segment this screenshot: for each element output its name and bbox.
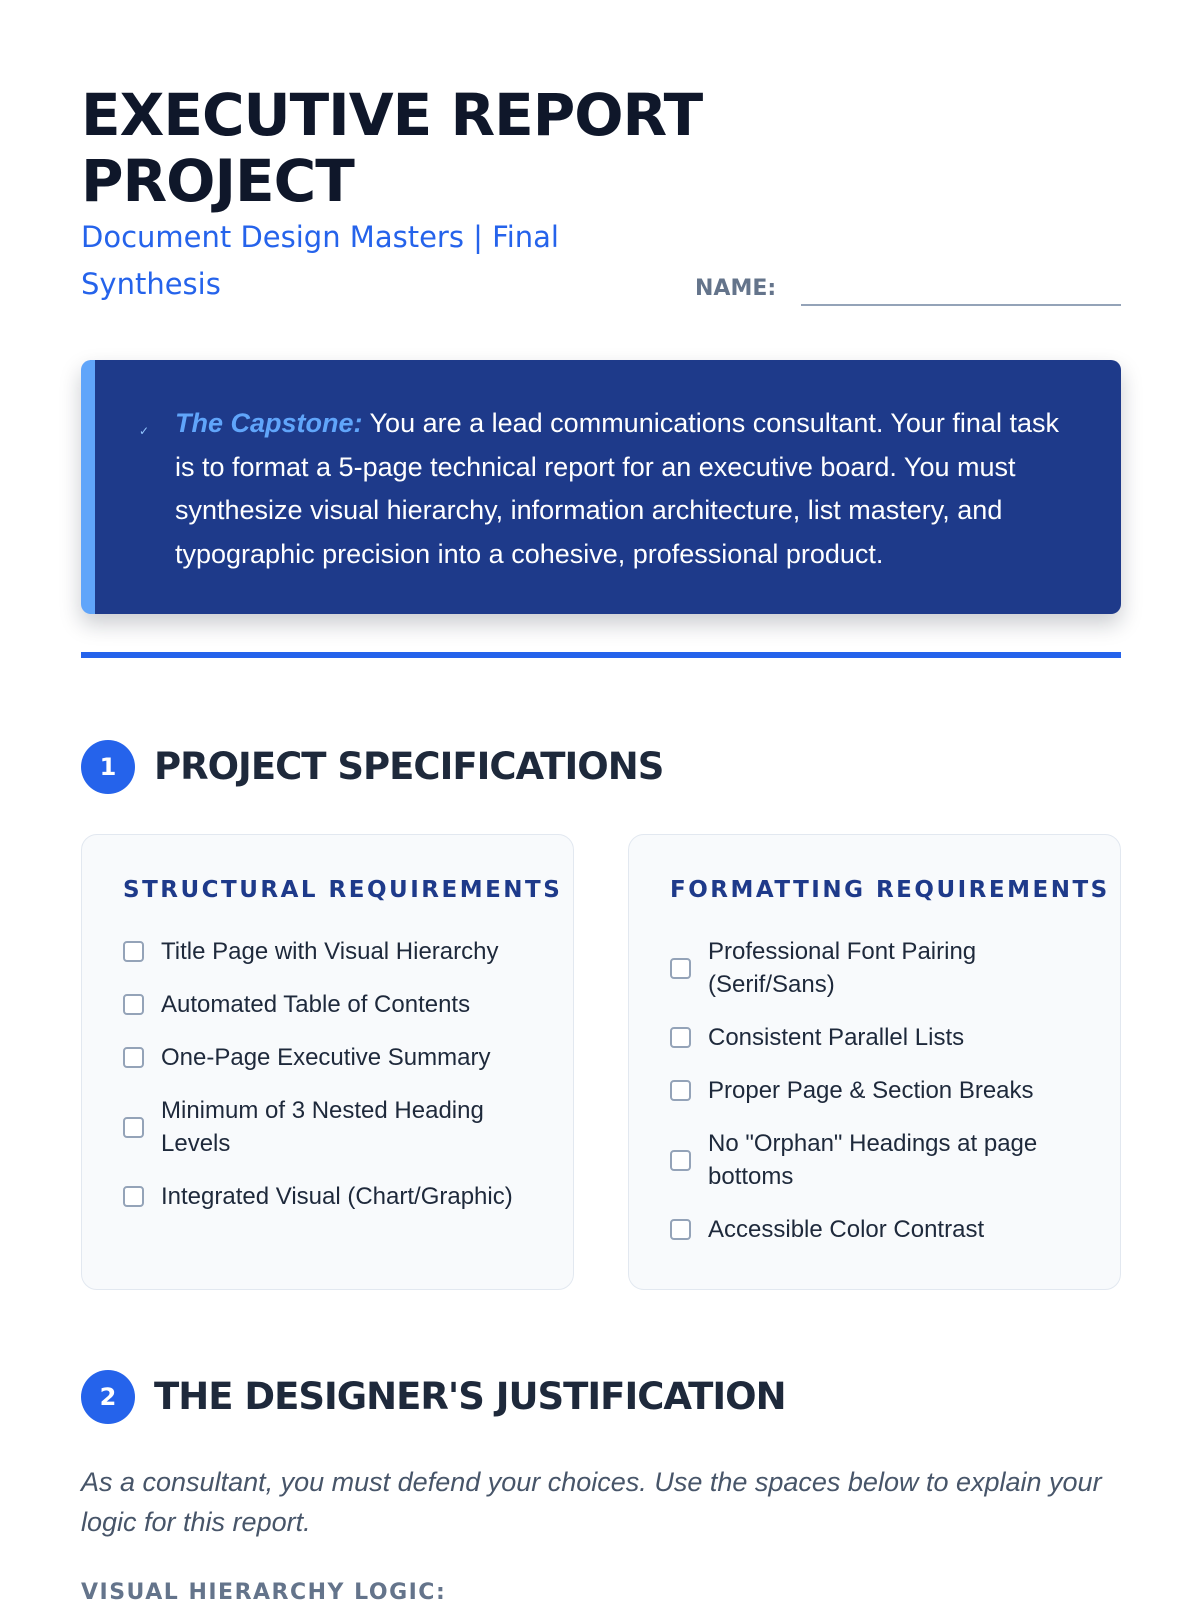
requirement-label: Integrated Visual (Chart/Graphic) [161,1183,513,1210]
list-item [670,1127,1090,1193]
card-title: STRUCTURAL REQUIREMENTS [123,877,563,903]
section-header-specifications [81,740,1121,794]
requirement-label: Title Page with Visual Hierarchy [161,938,499,965]
requirement-label: Accessible Color Contrast [708,1216,985,1243]
requirement-label: Minimum of 3 Nested Heading Levels [161,1097,484,1157]
callout-body: You are a lead communications consultant. Your final task is to format a 5-page technical report for an executive board. You must synthesize visual hierarchy, information architecture, list mastery, and typographic precision into a cohesive, professional product. [175,408,1059,569]
requirement-label: No "Orphan" Headings at page bottoms [708,1130,1038,1190]
visual-hierarchy-label: VISUAL HIERARCHY LOGIC: [81,1580,447,1600]
requirements-list [123,935,543,1233]
checkbox[interactable] [123,941,144,962]
requirement-label: Professional Font Pairing (Serif/Sans) [708,938,977,998]
requirement-label: Consistent Parallel Lists [708,1024,965,1051]
checkmark-icon: ✓ [139,424,150,438]
section-divider [81,652,1121,658]
checkbox[interactable] [123,1117,144,1138]
checkbox[interactable] [670,1027,691,1048]
name-field-row [695,272,1121,308]
checkbox[interactable] [123,1047,144,1068]
page-title: EXECUTIVE REPORT PROJECT [81,81,703,215]
justification-intro: As a consultant, you must defend your choices. Use the spaces below to explain your logic for this report. [81,1467,1102,1537]
page-subtitle: Document Design Masters | Final Synthesis [81,220,559,301]
section-header-justification [81,1370,1121,1424]
requirement-label: One-Page Executive Summary [161,1044,491,1071]
name-label: NAME: [695,276,777,301]
checkbox[interactable] [670,958,691,979]
requirements-list [670,935,1090,1266]
checkbox[interactable] [123,994,144,1015]
section-number-badge: 1 [81,740,135,794]
list-item [123,1041,543,1074]
section-number-badge: 2 [81,1370,135,1424]
checkbox[interactable] [670,1080,691,1101]
list-item [670,1213,1090,1246]
list-item [670,1021,1090,1054]
formatting-requirements-card [628,834,1121,1290]
callout-text [175,402,1075,576]
capstone-callout [81,360,1121,614]
section-title: THE DESIGNER'S JUSTIFICATION [154,1375,786,1418]
section-title: PROJECT SPECIFICATIONS [154,745,664,788]
list-item [123,1094,543,1160]
callout-lead: The Capstone: [175,408,363,438]
list-item [670,1074,1090,1107]
name-input-line[interactable] [801,304,1121,306]
checkbox[interactable] [670,1219,691,1240]
list-item [123,1180,543,1213]
list-item [123,935,543,968]
requirement-label: Automated Table of Contents [161,991,471,1018]
list-item [670,935,1090,1001]
checkbox[interactable] [123,1186,144,1207]
requirement-label: Proper Page & Section Breaks [708,1077,1034,1104]
checkbox[interactable] [670,1150,691,1171]
list-item [123,988,543,1021]
card-title: FORMATTING REQUIREMENTS [670,877,1110,903]
structural-requirements-card [81,834,574,1290]
